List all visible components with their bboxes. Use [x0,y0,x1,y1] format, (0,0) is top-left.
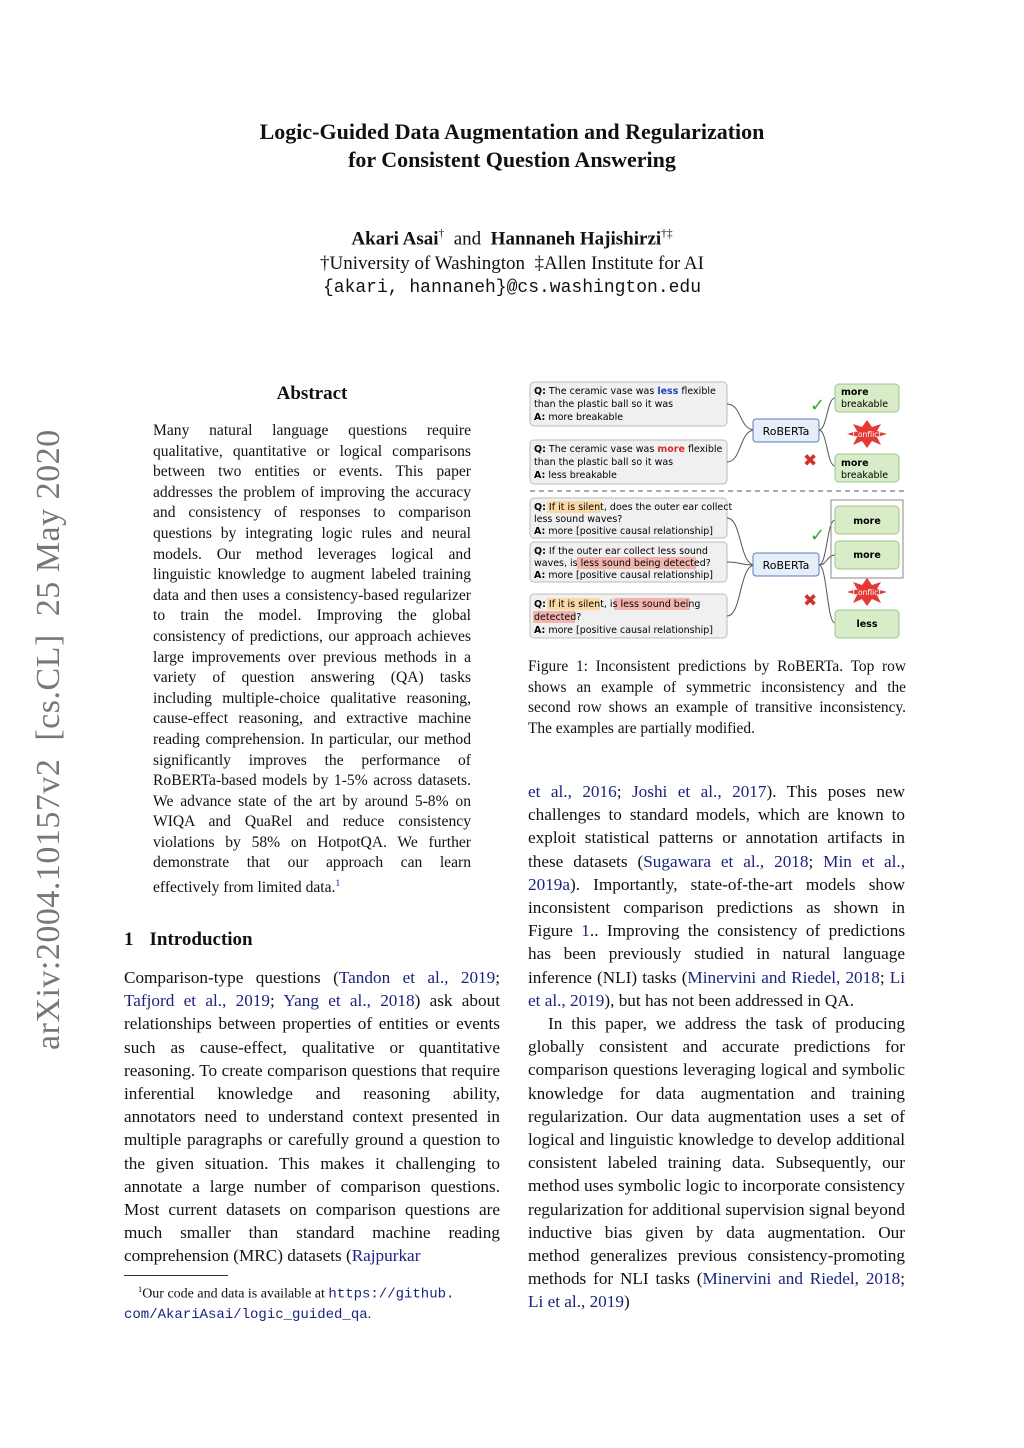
text-run: ; [269,991,284,1011]
question-text: Q: If it is silent, does the outer ear collect [534,502,733,513]
cross-icon: ✖ [803,591,818,611]
footnote-url[interactable]: com/AkariAsai/logic_guided_qa [124,1306,368,1323]
footnote [124,1280,504,1325]
prediction-text: less [856,619,878,630]
question-text: Q: If the outer ear collect less sound [534,546,708,557]
citation-link[interactable]: Yang et al., 2018 [283,991,415,1011]
answer-text: A: more [positive causal relationship] [534,625,714,636]
title-line-2: for Consistent Question Answering [348,147,676,172]
citation-link[interactable]: Tafjord et al., 2019 [124,991,270,1011]
citation-link[interactable]: Rajpurkar [351,1246,421,1266]
text-run: ). This poses new challenges to standard models, which are known to exploit statistical patterns or annotation artifacts in these datasets ( [528,782,905,871]
answer-text: A: more [positive causal relationship] [534,570,714,581]
affiliations: †University of Washington ‡Allen Institute for AI [320,253,704,275]
citation-link[interactable]: Li et al., 2019 [528,1292,624,1312]
intro-paragraph-1-cont [528,780,905,1012]
intro-paragraph-2 [528,1012,905,1314]
citation-link[interactable]: Li et al., 2019 [528,967,905,1010]
question-text: Q: If it is silent, is less sound being [534,599,701,610]
highlight-word: more [657,444,685,455]
check-icon: ✓ [810,395,826,416]
author-line [0,222,1024,251]
connector [727,518,755,565]
text-run: .. Improving the consistency of predictions has been previously studied in natural language inference (NLI) tasks ( [528,921,906,987]
text-run: ; [495,968,501,987]
conflict-label: Conflict [852,588,882,597]
and-word: and [453,228,482,250]
prediction-text: more [853,516,881,527]
figure-ref-link[interactable]: 1 [581,921,590,941]
figure-caption: Figure 1: Inconsistent predictions by RoBERTa. Top row shows an example of symmetric inconsistency and the second row shows an example of transitive inconsistency. The examples are partially modified. [528,658,906,737]
section-title: Introduction [149,929,253,950]
figure-1 [527,378,907,643]
text-run: ; [808,851,824,871]
answer-text: A: more [positive causal relationship] [534,526,714,537]
text-run: ). Importantly, state-of-the-art models show inconsistent comparison predictions as shown in Figure [528,874,905,941]
email: {akari, hannaneh}@cs.washington.edu [322,278,702,299]
intro-column-2 [528,780,905,1314]
footnote-rule [124,1275,228,1276]
author-name: Akari Asai [351,228,439,250]
citation-link[interactable]: Tandon et al., 2019 [338,968,496,987]
check-icon: ✓ [810,525,826,546]
answer-text: A: less breakable [534,470,617,481]
intro-paragraph-1 [124,966,500,1268]
prediction-text: breakable [841,470,889,481]
answer-text: A: more breakable [534,412,624,423]
author-name: Hannaneh Hajishirzi [490,228,662,250]
arxiv-identifier: arXiv:2004.10157v2 [cs.CL] 25 May 2020 [30,429,67,1050]
question-text: waves, is less sound being detected? [534,558,711,569]
prediction-text: more [841,387,869,398]
prediction-text: more [853,550,881,561]
footnote-text: Our code and data is available at [142,1286,329,1302]
footnote-ref[interactable]: 1 [335,879,341,890]
question-text: detected? [534,612,582,623]
footnote-mark: 1 [138,1285,143,1294]
citation-link[interactable]: Sugawara et al., 2018 [643,851,809,871]
question-text: less sound waves? [534,514,623,525]
footnote-url[interactable]: https://github. [328,1286,455,1303]
author-marks: †‡ [661,228,673,240]
text-run: . [367,1306,372,1322]
author-marks: † [438,228,445,240]
abstract-heading: Abstract [276,383,348,404]
author-block [0,222,1024,301]
abstract-text [153,421,471,899]
text-run: ) [623,1292,630,1312]
abstract-body: Many natural language questions require qualitative, quantitative or logical comparisons between two entities or events. This paper addresses the problem of improving the accuracy and consistency of responses to comparison questions by integrating logic rules and neural models. Our method leverages logical and linguistic knowledge to augment labeled training data and then uses a consistency-based regularizer to train the model. Improving the global consistency of predictions, our approach achieves large improvements over previous methods in a variety of question answering (QA) tasks including multiple-choice qualitative reasoning, cause-effect reasoning, and extractive machine reading comprehension. In particular, our method significantly improves the performance of RoBERTa-based models by 1-5% across datasets. We advance state of the art by around 5-8% on WIQA and QuaRel and reduce consistency violations by 58% on HotpotQA. We further demonstrate that our approach can learn effectively from limited data. [153,422,471,897]
question-text: than the plastic ball so it was [534,399,674,410]
connector [727,430,755,462]
citation-link[interactable]: Joshi et al., 2017 [631,782,767,801]
model-label: RoBERTa [762,425,810,438]
connector [727,565,755,616]
paper-title [0,118,1024,174]
conflict-label: Conflict [852,430,882,439]
citation-link[interactable]: Min et al., 2019a [528,851,905,894]
highlight-word: less [657,386,679,397]
prediction-text: more [841,458,869,469]
text-run: ) ask about relationships between properties of entities or events such as cause-effect, qualitative or quantitative reasoning. To create comparison questions that require inferential knowledge and reasoning ability, annotators need to understand context presented in multiple paragraphs or carefully ground a question to the given situation. This makes it challenging to annotate a large number of comparison questions. Most current datasets on comparison questions are much smaller than standard machine reading comprehension (MRC) datasets ( [124,991,500,1266]
model-label: RoBERTa [762,559,810,572]
section-number: 1 [124,929,134,950]
section-heading [124,929,269,951]
question-text: Q: The ceramic vase was less flexible [534,386,716,397]
prediction-text: breakable [841,399,889,410]
text-run: ; [616,782,632,801]
cross-icon: ✖ [803,451,818,471]
text-run: In this paper, we address the task of producing globally consistent and accurate predictions for comparison questions leveraging logical and symbolic knowledge for data augmentation and training regularization. Our data augmentation uses a set of logical and linguistic knowledge to develop additional consistent labeled training data. Subsequently, our method uses symbolic logic to incorporate consistency regularization for additional supervision signal beyond inductive bias given by data augmentation. Our method generalizes previous consistency-promoting methods for NLI tasks ( [528,1014,905,1289]
citation-link[interactable]: et al., 2016 [528,782,617,801]
citation-link[interactable]: Minervini and Riedel, 2018 [687,967,880,987]
text-run: ), but has not been addressed in QA. [604,990,855,1010]
connector [727,404,755,430]
connector [819,430,835,466]
connector [819,565,835,623]
question-text: than the plastic ball so it was [534,457,674,468]
question-text: Q: The ceramic vase was more flexible [534,444,723,455]
text-run: ; [879,967,890,987]
title-line-1: Logic-Guided Data Augmentation and Regularization [259,119,765,144]
text-run: ; [900,1269,905,1289]
text-run: Comparison-type questions ( [124,968,339,987]
citation-link[interactable]: Minervini and Riedel, 2018 [702,1269,901,1289]
